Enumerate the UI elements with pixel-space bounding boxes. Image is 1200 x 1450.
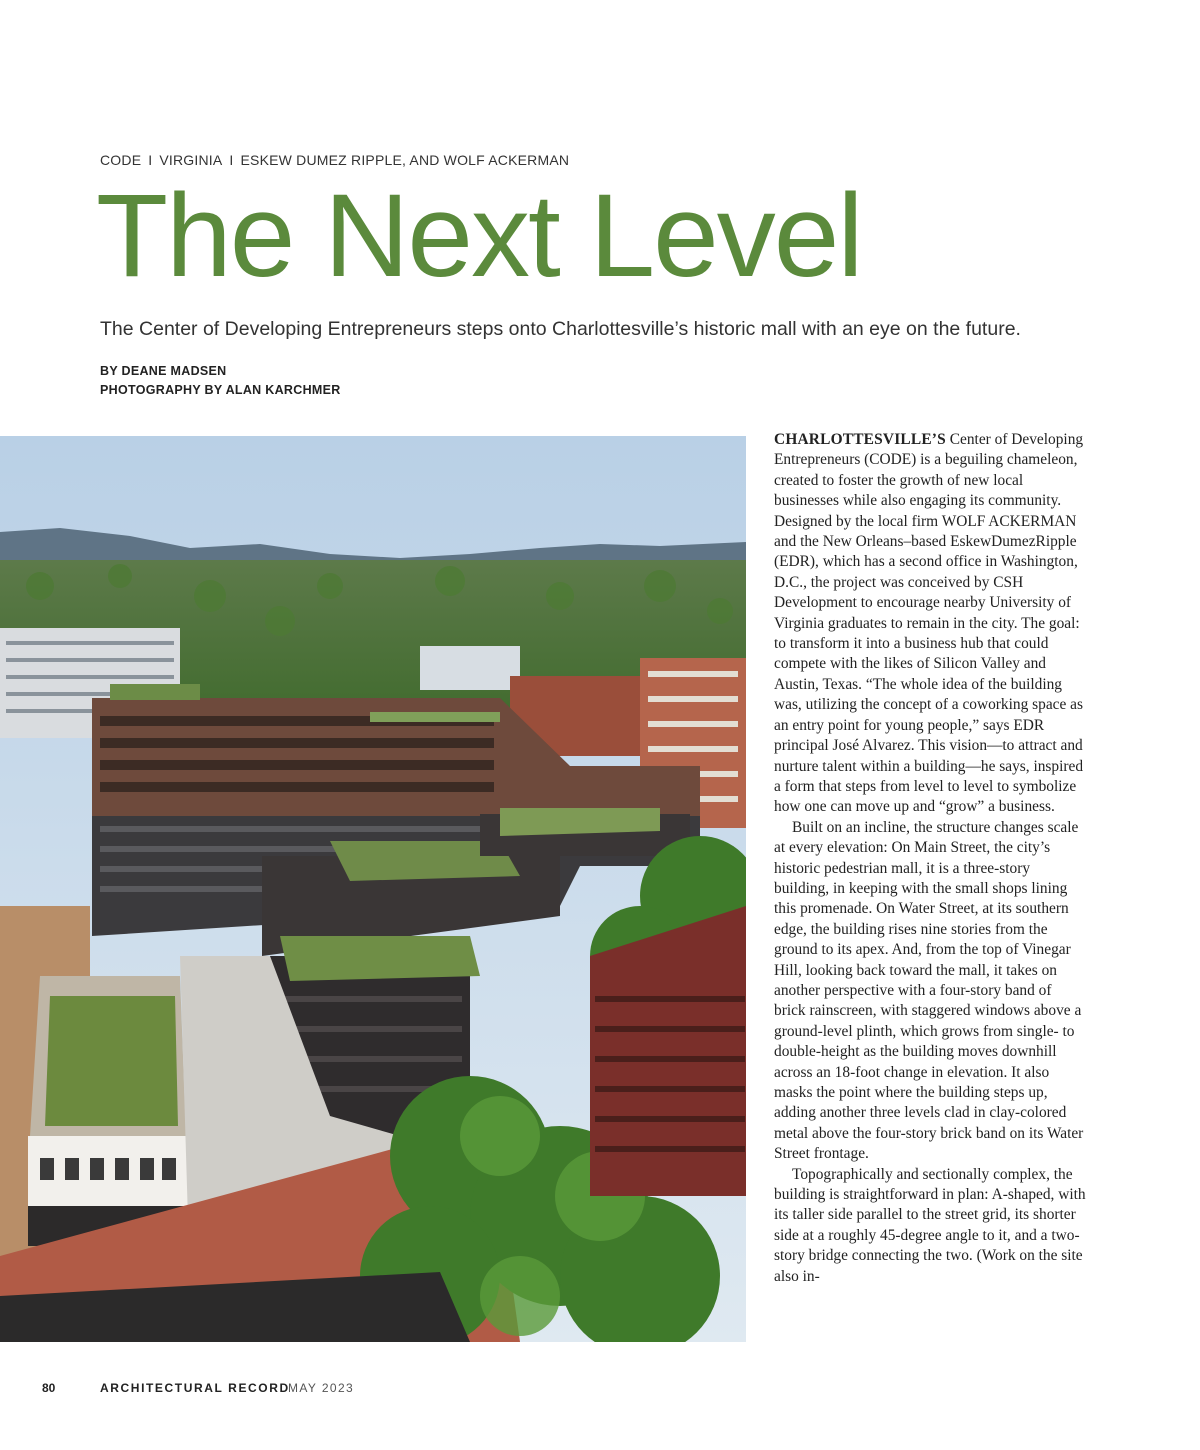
kicker-project: CODE [100, 152, 142, 168]
aerial-building-photo [0, 436, 746, 1342]
body-paragraph: Built on an incline, the structure changes scale at every elevation: On Main Street, the city’s historic pedestrian mall, it is a three-story building, in keeping with the small shops lining this promenade. On Water Street, at its southern edge, the building rises nine stories from the ground to its apex. And, from the top of Vinegar Hill, looking back toward the mall, it takes on another perspective with a four-story band of brick rainscreen, with staggered windows above a ground-level plinth, which grows from single- to double-height as the building moves downhill across an 18-foot change in elevation. It also masks the point where the building steps up, adding another three levels clad in clay-colored metal above the four-story brick band on its Water Street frontage. [774, 818, 1084, 1163]
body-paragraph-text: Center of Developing Entrepreneurs (CODE) is a beguiling chameleon, created to foster the growth of new local businesses while also engaging its community. Designed by the local firm WOLF ACKERMAN and the New Orleans–based EskewDumezRipple (EDR), which has a second office in Washington, D.C., the project was conceived by CSH Development to encourage nearby University of Virginia graduates to remain in the city. The goal: to transform it into a business hub that could compete with the likes of Silicon Valley and Austin, Texas. “The whole idea of the building was, utilizing the concept of a coworking space as an entry point for young people,” says EDR principal José Alvarez. This vision—to attract and nurture talent within a building—he says, inspired a form that steps from level to level to symbolize how one can move up and “grow” a business. [774, 431, 1084, 816]
kicker-location: VIRGINIA [159, 152, 223, 168]
article-credits [100, 362, 341, 400]
section-kicker [100, 152, 569, 168]
kicker-architects: ESKEW DUMEZ RIPPLE, AND WOLF ACKERMAN [240, 152, 570, 168]
photo-credit: PHOTOGRAPHY BY ALAN KARCHMER [100, 383, 341, 397]
page-footer [42, 1381, 1160, 1397]
page-number: 80 [42, 1381, 56, 1395]
kicker-separator: I [148, 152, 153, 168]
lead-in: CHARLOTTESVILLE’S [774, 431, 946, 448]
issue-date: MAY 2023 [288, 1381, 355, 1395]
author-byline: BY DEANE MADSEN [100, 364, 227, 378]
body-paragraph: Topographically and sectionally complex, the building is straightforward in plan: A-shaped, with its taller side parallel to the street grid, its shorter side at a roughly 45-degree angle to it, and a two-story bridge connecting the two. (Work on the site also in- [774, 1165, 1086, 1285]
article-body [774, 430, 1086, 1287]
kicker-separator: I [229, 152, 234, 168]
body-paragraph [774, 430, 1086, 818]
magazine-name: ARCHITECTURAL RECORD [100, 1381, 290, 1395]
article-headline: The Next Level [96, 170, 862, 302]
article-dek: The Center of Developing Entrepreneurs steps onto Charlottesville’s historic mall with an eye on the future. [100, 318, 1021, 340]
